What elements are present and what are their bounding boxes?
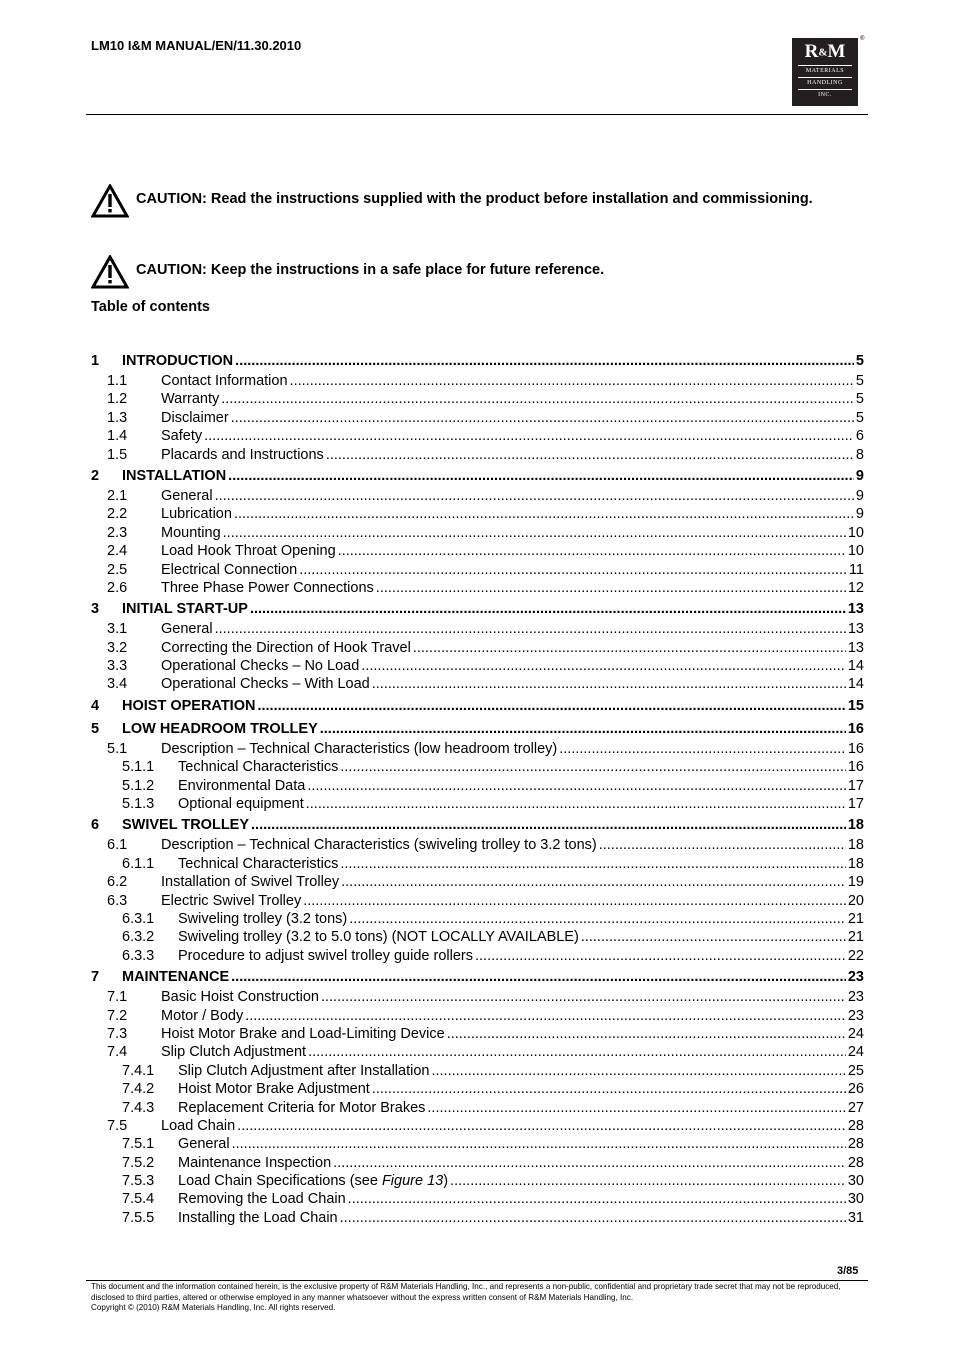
- toc-entry-number: 1.3: [107, 409, 128, 426]
- toc-entry-title: Replacement Criteria for Motor Brakes: [178, 1099, 426, 1116]
- toc-entry-title: Correcting the Direction of Hook Travel: [161, 639, 411, 656]
- toc-entry-number: 1.5: [107, 446, 128, 463]
- toc-leader-dots: [237, 1118, 846, 1134]
- toc-entry-title: Swiveling trolley (3.2 tons): [178, 910, 348, 927]
- toc-entry-number: 2.6: [107, 579, 128, 596]
- toc-entry-title: Operational Checks – No Load: [161, 658, 360, 675]
- toc-entry-page: 30: [847, 1191, 864, 1208]
- toc-entry-number: 7: [91, 969, 100, 986]
- toc-entry-number: 7.5: [107, 1117, 128, 1134]
- toc-entry-title: General: [161, 487, 213, 504]
- toc-entry[interactable]: [91, 911, 864, 929]
- toc-entry-number: 6: [91, 817, 100, 834]
- toc-entry[interactable]: [91, 759, 864, 777]
- toc-leader-dots: [215, 621, 846, 637]
- toc-leader-dots: [221, 391, 854, 407]
- toc-entry-number: 5.1.1: [122, 759, 155, 776]
- toc-entry-title: Installing the Load Chain: [178, 1209, 338, 1226]
- footer-divider: [86, 1280, 868, 1281]
- toc-entry[interactable]: [91, 1026, 864, 1044]
- toc-entry[interactable]: [91, 837, 864, 855]
- toc-entry[interactable]: [91, 698, 864, 718]
- toc-entry[interactable]: [91, 1081, 864, 1099]
- toc-leader-dots: [257, 698, 845, 714]
- toc-entry-number: 5.1: [107, 740, 128, 757]
- toc-entry[interactable]: [91, 543, 864, 561]
- toc-entry[interactable]: [91, 856, 864, 874]
- document-id: LM10 I&M MANUAL/EN/11.30.2010: [91, 38, 302, 53]
- toc-entry-title: Swiveling trolley (3.2 to 5.0 tons) (NOT LOCALLY AVAILABLE): [178, 929, 579, 946]
- toc-leader-dots: [303, 893, 846, 909]
- toc-entry-title: Hoist Motor Brake Adjustment: [178, 1081, 370, 1098]
- toc-entry-page: 31: [847, 1209, 864, 1226]
- toc-entry-page: 18: [847, 855, 864, 872]
- warning-triangle-icon: [91, 184, 129, 218]
- toc-entry-title: Installation of Swivel Trolley: [161, 874, 340, 891]
- toc-leader-dots: [475, 948, 846, 964]
- toc-entry-page: 17: [847, 777, 864, 794]
- toc-leader-dots: [204, 428, 854, 444]
- toc-entry-page: 25: [847, 1062, 864, 1079]
- toc-leader-dots: [215, 488, 854, 504]
- toc-leader-dots: [450, 1173, 846, 1189]
- toc-entry-title: Optional equipment: [178, 796, 304, 813]
- toc-entry[interactable]: [91, 721, 864, 741]
- toc-entry-page: 23: [847, 969, 864, 986]
- toc-entry-title: Slip Clutch Adjustment after Installation: [178, 1062, 430, 1079]
- toc-leader-dots: [599, 837, 846, 853]
- toc-entry-page: 10: [847, 524, 864, 541]
- toc-entry-page: 23: [847, 989, 864, 1006]
- toc-entry-page: 20: [847, 892, 864, 909]
- toc-entry-page: 15: [847, 697, 864, 714]
- toc-entry-number: 6.1.1: [122, 855, 155, 872]
- toc-leader-dots: [321, 989, 846, 1005]
- toc-entry[interactable]: [91, 468, 864, 488]
- toc-entry-title: Operational Checks – With Load: [161, 676, 370, 693]
- toc-entry[interactable]: [91, 893, 864, 911]
- toc-entry-title: Hoist Motor Brake and Load-Limiting Device: [161, 1025, 445, 1042]
- toc-entry-page: 9: [855, 467, 864, 484]
- toc-entry-title: Technical Characteristics: [178, 759, 339, 776]
- toc-entry-page: 6: [855, 428, 864, 445]
- toc-entry-page: 22: [847, 947, 864, 964]
- toc-entry-page: 12: [847, 579, 864, 596]
- toc-entry-title: Load Chain Specifications (see Figure 13): [178, 1173, 449, 1190]
- toc-entry-page: 24: [847, 1025, 864, 1042]
- toc-entry-page: 26: [847, 1081, 864, 1098]
- toc-entry-title: Electric Swivel Trolley: [161, 892, 302, 909]
- toc-entry-number: 7.4: [107, 1044, 128, 1061]
- toc-entry[interactable]: [91, 1063, 864, 1081]
- toc-entry[interactable]: [91, 391, 864, 409]
- toc-entry-number: 7.1: [107, 989, 128, 1006]
- toc-leader-dots: [251, 817, 846, 833]
- toc-entry-number: 7.4.3: [122, 1099, 155, 1116]
- toc-leader-dots: [340, 759, 845, 775]
- toc-entry[interactable]: [91, 1136, 864, 1154]
- toc-entry-page: 28: [847, 1117, 864, 1134]
- toc-leader-dots: [372, 1081, 846, 1097]
- toc-leader-dots: [231, 410, 854, 426]
- toc-leader-dots: [299, 562, 847, 578]
- toc-entry-page: 28: [847, 1154, 864, 1171]
- toc-entry-number: 6.1: [107, 837, 128, 854]
- toc-entry[interactable]: [91, 929, 864, 947]
- toc-entry-title: Environmental Data: [178, 777, 306, 794]
- toc-leader-dots: [231, 969, 846, 985]
- toc-leader-dots: [338, 543, 846, 559]
- toc-leader-dots: [232, 1136, 846, 1152]
- toc-entry-title: Basic Hoist Construction: [161, 989, 319, 1006]
- page-number: 3/85: [837, 1265, 859, 1277]
- toc-entry[interactable]: [91, 562, 864, 580]
- toc-entry-page: 11: [848, 561, 864, 578]
- toc-entry-number: 7.3: [107, 1025, 128, 1042]
- toc-entry[interactable]: [91, 410, 864, 428]
- toc-leader-dots: [306, 796, 846, 812]
- toc-entry[interactable]: [91, 658, 864, 676]
- toc-entry-page: 21: [847, 929, 864, 946]
- toc-leader-dots: [245, 1008, 846, 1024]
- toc-entry-number: 6.3.3: [122, 947, 155, 964]
- toc-entry-page: 5: [855, 391, 864, 408]
- toc-entry-title: Placards and Instructions: [161, 446, 324, 463]
- toc-entry[interactable]: [91, 621, 864, 639]
- toc-entry-number: 2.3: [107, 524, 128, 541]
- toc-entry-title: Removing the Load Chain: [178, 1191, 346, 1208]
- toc-entry-title: Technical Characteristics: [178, 855, 339, 872]
- toc-entry-number: 3.3: [107, 658, 128, 675]
- toc-entry-title: Electrical Connection: [161, 561, 298, 578]
- toc-entry[interactable]: [91, 1100, 864, 1118]
- toc-entry-number: 3.2: [107, 639, 128, 656]
- toc-entry-title: Description – Technical Characteristics (low headroom trolley): [161, 740, 558, 757]
- toc-leader-dots: [349, 911, 846, 927]
- toc-entry-title: Mounting: [161, 524, 221, 541]
- caution-text: CAUTION: Read the instructions supplied with the product before installation and commissioning.: [136, 191, 813, 207]
- toc-entry[interactable]: [91, 676, 864, 694]
- toc-entry-title: INSTALLATION: [122, 467, 227, 484]
- toc-entry[interactable]: [91, 948, 864, 966]
- toc-entry-page: 13: [847, 639, 864, 656]
- toc-entry-page: 23: [847, 1007, 864, 1024]
- toc-leader-dots: [413, 640, 846, 656]
- toc-entry-page: 27: [847, 1099, 864, 1116]
- toc-entry-number: 2.5: [107, 561, 128, 578]
- toc-entry-number: 3: [91, 601, 100, 618]
- toc-leader-dots: [372, 676, 846, 692]
- company-logo: R&M MATERIALS HANDLING INC.: [792, 38, 858, 106]
- toc-entry-page: 5: [855, 353, 864, 369]
- toc-leader-dots: [320, 721, 846, 737]
- toc-entry-title: INTRODUCTION: [122, 353, 234, 369]
- toc-leader-dots: [234, 506, 854, 522]
- toc-entry-number: 5.1.2: [122, 777, 155, 794]
- toc-entry-page: 13: [847, 601, 864, 618]
- caution-read-instructions: [91, 190, 864, 208]
- toc-entry-number: 2.4: [107, 543, 128, 560]
- toc-entry-number: 5.1.3: [122, 796, 155, 813]
- toc-entry[interactable]: [91, 778, 864, 796]
- caution-keep-instructions: [91, 261, 864, 279]
- toc-entry-number: 2.2: [107, 506, 128, 523]
- toc-leader-dots: [348, 1191, 846, 1207]
- toc-entry-number: 2: [91, 467, 100, 484]
- toc-entry-title: Slip Clutch Adjustment: [161, 1044, 307, 1061]
- toc-entry-title: General: [178, 1136, 230, 1153]
- toc-entry-page: 13: [847, 621, 864, 638]
- toc-entry-title: Lubrication: [161, 506, 232, 523]
- toc-entry-title: HOIST OPERATION: [122, 697, 256, 714]
- toc-entry[interactable]: [91, 817, 864, 837]
- toc-entry[interactable]: [91, 969, 864, 989]
- toc-leader-dots: [307, 778, 846, 794]
- toc-entry-title: Safety: [161, 428, 203, 445]
- registered-mark: ®: [860, 36, 865, 42]
- toc-entry-number: 1: [91, 353, 100, 369]
- toc-leader-dots: [326, 447, 854, 463]
- toc-entry-page: 24: [847, 1044, 864, 1061]
- toc-entry[interactable]: [91, 601, 864, 621]
- toc-entry[interactable]: [91, 1173, 864, 1191]
- toc-entry-title: Description – Technical Characteristics (swiveling trolley to 3.2 tons): [161, 837, 597, 854]
- toc-entry-page: 16: [847, 759, 864, 776]
- toc-entry[interactable]: [91, 488, 864, 506]
- toc-entry-number: 7.5.1: [122, 1136, 155, 1153]
- caution-text: CAUTION: Keep the instructions in a safe place for future reference.: [136, 262, 605, 278]
- copyright-line: Copyright © (2010) R&M Materials Handling, Inc. All rights reserved.: [91, 1303, 336, 1312]
- toc-entry[interactable]: [91, 796, 864, 814]
- toc-entry-title: Maintenance Inspection: [178, 1154, 332, 1171]
- toc-entry[interactable]: [91, 525, 864, 543]
- toc-leader-dots: [447, 1026, 846, 1042]
- toc-entry-number: 6.3.2: [122, 929, 155, 946]
- toc-leader-dots: [361, 658, 846, 674]
- toc-entry-number: 2.1: [107, 487, 128, 504]
- toc-entry[interactable]: [91, 447, 864, 465]
- toc-entry[interactable]: [91, 428, 864, 446]
- toc-entry-page: 14: [847, 658, 864, 675]
- toc-heading: Table of contents: [91, 299, 210, 315]
- toc-leader-dots: [581, 929, 846, 945]
- toc-entry-number: 6.2: [107, 874, 128, 891]
- toc-leader-dots: [340, 1210, 846, 1226]
- toc-entry-number: 7.5.3: [122, 1173, 155, 1190]
- toc-leader-dots: [223, 525, 846, 541]
- toc-entry-title: Three Phase Power Connections: [161, 579, 374, 596]
- header-divider: [86, 114, 868, 115]
- toc-entry-number: 7.5.2: [122, 1154, 155, 1171]
- toc-leader-dots: [333, 1155, 846, 1171]
- toc-entry-title: LOW HEADROOM TROLLEY: [122, 720, 318, 737]
- footer-notice: [91, 1282, 866, 1314]
- toc-entry-page: 18: [847, 817, 864, 834]
- toc-entry[interactable]: [91, 1008, 864, 1026]
- toc-entry[interactable]: [91, 353, 864, 373]
- toc-leader-dots: [427, 1100, 845, 1116]
- toc-entry-page: 16: [847, 720, 864, 737]
- toc-entry[interactable]: [91, 1210, 864, 1228]
- toc-entry[interactable]: [91, 580, 864, 598]
- toc-entry-title: Procedure to adjust swivel trolley guide rollers: [178, 947, 473, 964]
- toc-entry[interactable]: [91, 506, 864, 524]
- toc-entry-page: 19: [847, 874, 864, 891]
- toc-entry-number: 7.2: [107, 1007, 128, 1024]
- toc-entry-number: 1.1: [107, 373, 128, 389]
- toc-entry-number: 7.4.1: [122, 1062, 155, 1079]
- toc-entry-page: 18: [847, 837, 864, 854]
- toc-entry-number: 3.4: [107, 676, 128, 693]
- toc-entry[interactable]: [91, 1118, 864, 1136]
- toc-leader-dots: [431, 1063, 845, 1079]
- toc-entry-page: 9: [855, 506, 864, 523]
- toc-leader-dots: [290, 373, 854, 389]
- toc-entry-number: 7.5.4: [122, 1191, 155, 1208]
- toc-entry-title: MAINTENANCE: [122, 969, 230, 986]
- toc-entry-page: 5: [855, 409, 864, 426]
- toc-entry-page: 21: [847, 910, 864, 927]
- toc-entry-number: 5: [91, 720, 100, 737]
- toc-leader-dots: [341, 874, 846, 890]
- confidentiality-notice: This document and the information contained herein, is the exclusive property of R&M Materials Handling, Inc., and represents a non-public, confidential and proprietary trade secret that may not be reproduced, disclosed to third parties, altered or otherwise employed in any manner whatsoever without the express written consent of R&M Materials Handling, Inc.: [91, 1282, 841, 1302]
- toc-entry-page: 9: [855, 487, 864, 504]
- toc-entry[interactable]: [91, 1044, 864, 1062]
- toc-leader-dots: [340, 856, 845, 872]
- toc-entry-page: 5: [855, 373, 864, 389]
- table-of-contents: [91, 353, 864, 1228]
- warning-triangle-icon: [91, 255, 129, 289]
- toc-entry[interactable]: [91, 989, 864, 1007]
- toc-entry-number: 4: [91, 697, 100, 714]
- toc-entry-number: 1.2: [107, 391, 128, 408]
- toc-entry[interactable]: [91, 373, 864, 391]
- toc-entry-page: 16: [847, 740, 864, 757]
- toc-entry-page: 14: [847, 676, 864, 693]
- toc-entry-title: Load Chain: [161, 1117, 236, 1134]
- toc-entry[interactable]: [91, 741, 864, 759]
- toc-entry-title: Motor / Body: [161, 1007, 244, 1024]
- toc-entry-title: SWIVEL TROLLEY: [122, 817, 250, 834]
- toc-entry-page: 10: [847, 543, 864, 560]
- toc-entry-title: Load Hook Throat Opening: [161, 543, 336, 560]
- toc-entry-title: Warranty: [161, 391, 220, 408]
- toc-entry-title: INITIAL START-UP: [122, 601, 248, 618]
- toc-leader-dots: [376, 580, 846, 596]
- toc-entry-number: 7.5.5: [122, 1209, 155, 1226]
- toc-entry-page: 28: [847, 1136, 864, 1153]
- toc-entry[interactable]: [91, 874, 864, 892]
- toc-entry-page: 30: [847, 1173, 864, 1190]
- toc-leader-dots: [250, 601, 846, 617]
- toc-entry-number: 1.4: [107, 428, 128, 445]
- toc-entry[interactable]: [91, 1191, 864, 1209]
- toc-entry-page: 17: [847, 796, 864, 813]
- toc-entry-title: General: [161, 621, 213, 638]
- toc-entry-number: 7.4.2: [122, 1081, 155, 1098]
- toc-leader-dots: [559, 741, 846, 757]
- toc-entry-page: 8: [855, 446, 864, 463]
- toc-entry-title: Contact Information: [161, 373, 288, 389]
- toc-entry-number: 3.1: [107, 621, 128, 638]
- toc-entry[interactable]: [91, 640, 864, 658]
- toc-entry-number: 6.3: [107, 892, 128, 909]
- toc-entry[interactable]: [91, 1155, 864, 1173]
- toc-leader-dots: [228, 468, 854, 484]
- toc-entry-title: Disclaimer: [161, 409, 229, 426]
- toc-leader-dots: [308, 1044, 846, 1060]
- toc-entry-number: 6.3.1: [122, 910, 155, 927]
- toc-leader-dots: [235, 353, 854, 369]
